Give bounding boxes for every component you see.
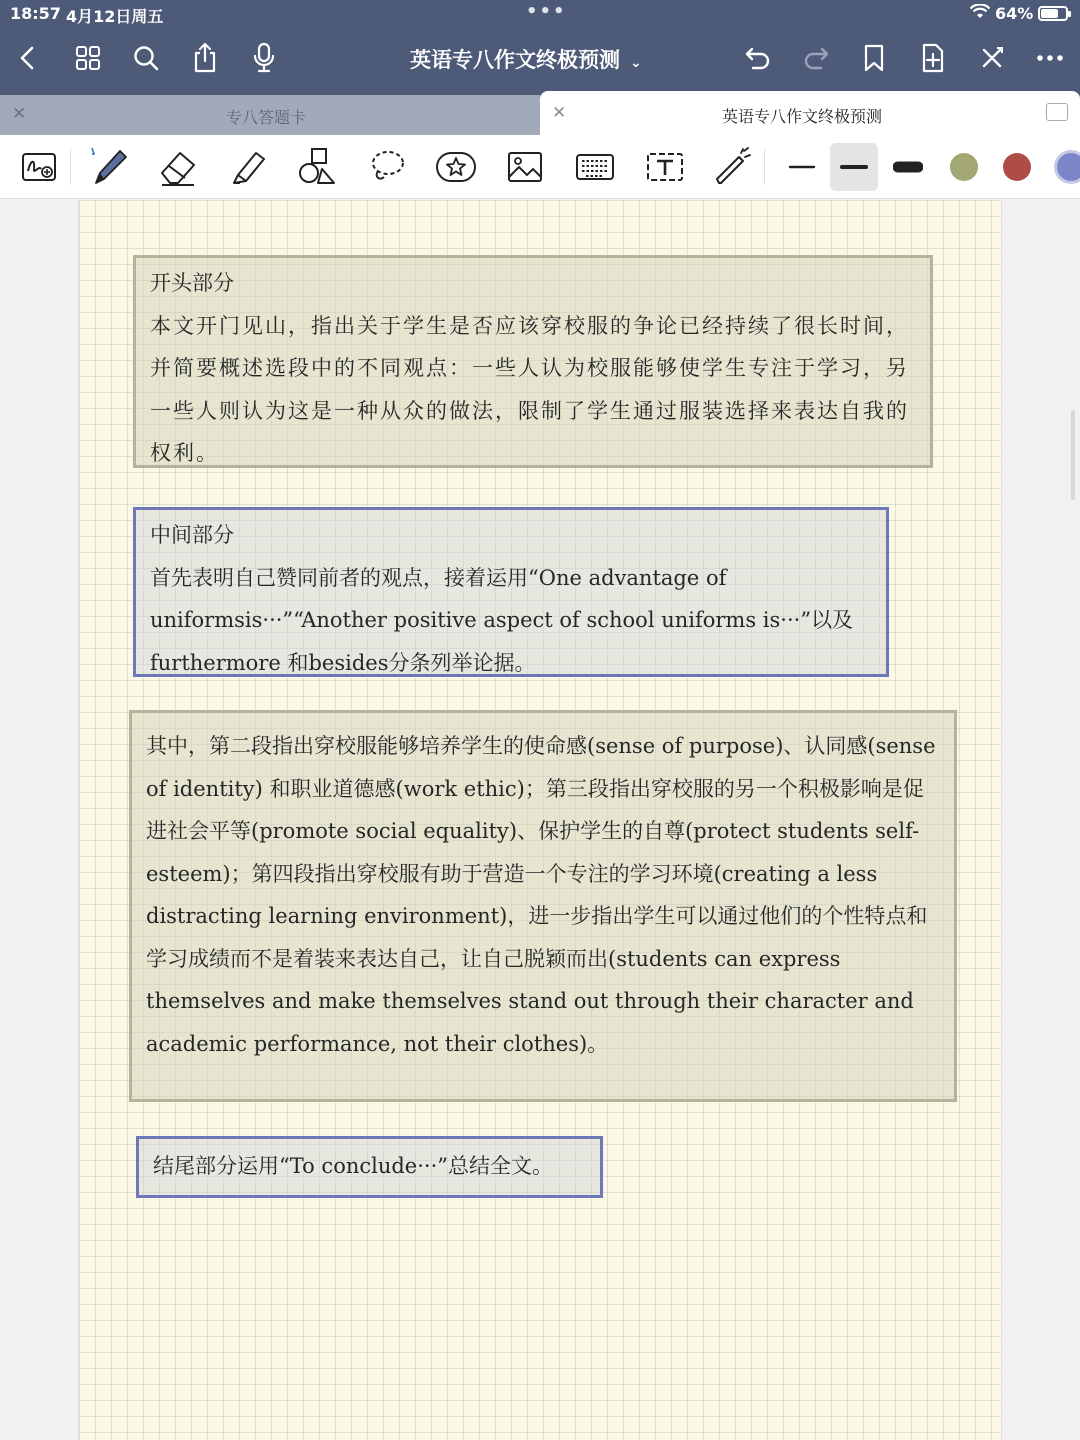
color-swatch-red[interactable] xyxy=(1003,153,1031,181)
status-bar xyxy=(0,0,1080,28)
handwriting-to-text-icon[interactable] xyxy=(18,145,62,189)
back-icon[interactable] xyxy=(10,40,46,76)
tab-essay-prediction[interactable] xyxy=(540,91,1080,135)
document-title[interactable] xyxy=(410,44,642,74)
sticker-icon[interactable] xyxy=(434,145,478,189)
note-middle-heading: 中间部分 xyxy=(150,523,234,547)
stroke-thin-option[interactable] xyxy=(780,145,824,189)
note-detail-body: 其中，第二段指出穿校服能够培养学生的使命感(sense of purpose)、认同感(sense of identity) 和职业道德感(work ethic)；第三段指出穿校服的另一个积极影响是促进社会平等(promote social equality)、保护学生的自尊(protect students self-esteem)；第四段指出穿校服有助于营造一个专注的学习环境(creating a less distracting learning environment)，进一步指出学生可以通过他们的个性特点和学习成绩而不是着装来表达自己，让自己脱颖而出(students can express themselves and make themselves stand out through their character and academic performance, not their clothes)。 xyxy=(146,734,936,1056)
note-conclusion-body: 结尾部分运用“To conclude···”总结全文。 xyxy=(153,1154,553,1178)
chevron-down-icon: ⌄ xyxy=(630,55,642,71)
highlighter-icon[interactable] xyxy=(226,145,270,189)
status-time: 18:57 xyxy=(10,4,61,23)
stroke-medium-icon xyxy=(832,145,876,189)
wifi-icon xyxy=(970,4,990,24)
note-intro-box xyxy=(133,255,933,468)
scrollbar[interactable] xyxy=(1071,410,1075,500)
top-bar xyxy=(0,0,1080,95)
color-swatch-blue[interactable] xyxy=(1054,150,1080,184)
microphone-icon[interactable] xyxy=(246,40,282,76)
multitask-dots-icon[interactable]: ••• xyxy=(526,1,567,22)
color-swatch-olive[interactable] xyxy=(950,153,978,181)
tab-close-icon[interactable]: ✕ xyxy=(552,103,567,123)
share-icon[interactable] xyxy=(187,40,223,76)
more-icon[interactable] xyxy=(1032,40,1068,76)
text-icon[interactable] xyxy=(643,145,687,189)
note-intro-heading: 开头部分 xyxy=(150,271,234,295)
status-date: 4月12日周五 xyxy=(66,7,164,26)
note-middle-box xyxy=(133,507,889,677)
add-page-icon[interactable] xyxy=(915,40,951,76)
note-detail-box xyxy=(129,710,957,1102)
note-intro-body: 本文开门见山，指出关于学生是否应该穿校服的争论已经持续了很长时间，并简要概述选段中的不同观点：一些人认为校服能够使学生专注于学习，另一些人则认为这是一种从众的做法，限制了学生通过服装选择来表达自我的权利。 xyxy=(150,313,909,465)
pen-icon[interactable] xyxy=(86,145,130,189)
bookmark-icon[interactable] xyxy=(856,40,892,76)
lasso-icon[interactable] xyxy=(366,145,410,189)
note-middle-body: 首先表明自己赞同前者的观点，接着运用“One advantage of uniformsis···”“Another positive aspect of school uniforms is···”以及furthermore 和besides分条列举论据。 xyxy=(150,565,854,675)
tab-close-icon[interactable]: ✕ xyxy=(12,104,27,124)
grid-icon[interactable] xyxy=(70,40,106,76)
split-view-icon[interactable] xyxy=(1046,103,1068,121)
image-icon[interactable] xyxy=(503,145,547,189)
document-title-text: 英语专八作文终极预测 xyxy=(410,48,620,72)
redo-icon[interactable] xyxy=(798,40,834,76)
notebook-page[interactable] xyxy=(78,200,1002,1440)
keyboard-icon[interactable] xyxy=(573,145,617,189)
close-icon[interactable] xyxy=(974,40,1010,76)
shapes-icon[interactable] xyxy=(296,145,340,189)
tab-label: 英语专八作文终极预测 xyxy=(722,107,883,126)
search-icon[interactable] xyxy=(128,40,164,76)
note-conclusion-box xyxy=(136,1136,603,1198)
tool-bar xyxy=(0,135,1080,199)
undo-icon[interactable] xyxy=(740,40,776,76)
laser-pointer-icon[interactable] xyxy=(711,145,755,189)
stroke-thick-option[interactable] xyxy=(886,145,930,189)
tab-answer-sheet[interactable] xyxy=(0,95,540,135)
eraser-icon[interactable] xyxy=(156,145,200,189)
tab-label: 专八答题卡 xyxy=(226,108,307,127)
battery-percent: 64% xyxy=(995,4,1034,23)
battery-icon xyxy=(1038,6,1068,21)
tab-bar xyxy=(0,95,1080,135)
